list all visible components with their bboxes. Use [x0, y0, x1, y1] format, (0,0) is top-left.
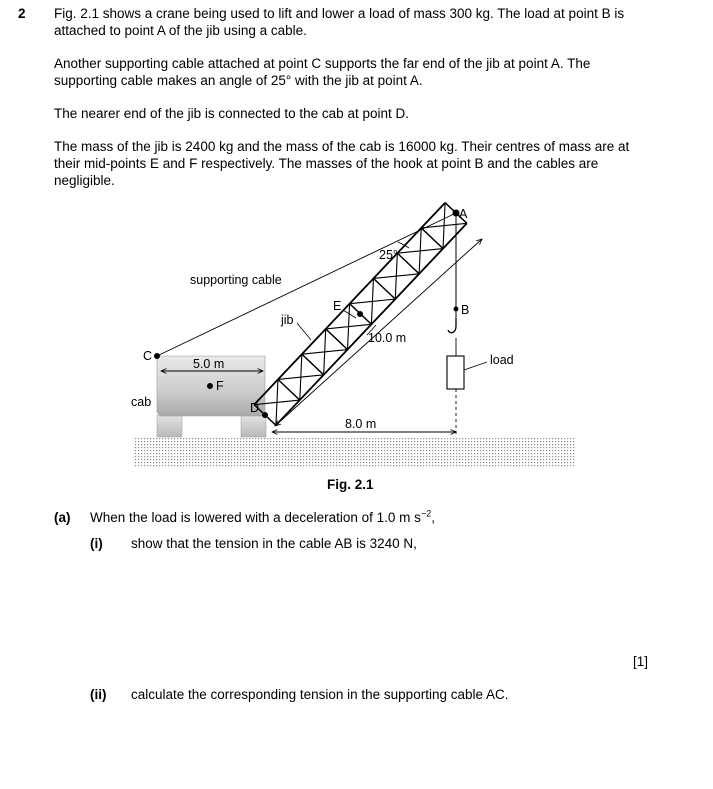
- part-a-i-label: (i): [90, 536, 103, 551]
- part-a-label: (a): [54, 510, 71, 525]
- point-c: [154, 353, 160, 359]
- label-jib-length: 10.0 m: [368, 331, 407, 345]
- label-b: B: [461, 303, 470, 317]
- question-number: 2: [18, 6, 26, 21]
- label-f: F: [216, 379, 224, 393]
- jib-strut: [421, 228, 443, 249]
- label-cab-distance: 5.0 m: [193, 357, 225, 371]
- ground: [133, 437, 576, 467]
- intro-paragraph-4: The mass of the jib is 2400 kg and the mass of the cab is 16000 kg. Their centres of mass are at their mid-points E and F respectively. The masses of the hook at point B and the cables are negligible.: [54, 139, 630, 188]
- label-horizontal-distance: 8.0 m: [345, 417, 377, 431]
- part-a-text-end: ,: [431, 510, 435, 525]
- point-b: [454, 307, 459, 312]
- part-a-text: [90, 509, 435, 526]
- load-box: [447, 356, 464, 389]
- part-a-text-exponent: −2: [420, 508, 432, 519]
- intro-paragraph-1: Fig. 2.1 shows a crane being used to lift and lower a load of mass 300 kg. The load at point B is attached to point A of the jib using a cable.: [54, 6, 625, 38]
- cab-wheel-right: [241, 415, 266, 437]
- label-a: A: [459, 207, 468, 221]
- jib-strut: [397, 253, 419, 274]
- label-c: C: [143, 349, 153, 363]
- jib-strut: [373, 278, 395, 299]
- part-a-i-text: show that the tension in the cable AB is 3240 N,: [131, 536, 417, 551]
- label-load: load: [490, 353, 514, 367]
- part-a-ii-label: (ii): [90, 687, 107, 702]
- label-supporting-cable: supporting cable: [190, 273, 282, 287]
- point-f: [207, 383, 213, 389]
- point-d: [262, 412, 268, 418]
- label-d: D: [250, 401, 260, 415]
- marks-label: [1]: [633, 654, 649, 669]
- intro-paragraph-3: The nearer end of the jib is connected to the cab at point D.: [54, 106, 409, 121]
- label-angle: 25°: [379, 248, 398, 262]
- label-e: E: [333, 299, 342, 313]
- figure-caption: Fig. 2.1: [327, 477, 374, 492]
- point-e: [357, 311, 363, 317]
- part-a-text-main: When the load is lowered with a deceleration of 1.0 m s: [90, 510, 421, 525]
- hook: [448, 318, 456, 333]
- load-leader: [464, 362, 487, 370]
- jib-strut: [278, 379, 300, 400]
- jib-leader: [297, 323, 311, 340]
- label-jib: jib: [281, 313, 294, 327]
- part-a-ii-text: calculate the corresponding tension in the supporting cable AC.: [131, 687, 509, 702]
- jib-strut: [326, 329, 348, 350]
- jib-strut: [302, 354, 324, 375]
- cab-wheel-left: [157, 415, 182, 437]
- label-cab: cab: [131, 395, 152, 409]
- intro-paragraph-2: Another supporting cable attached at point C supports the far end of the jib at point A. The supporting cable makes an angle of 25° with the jib at point A.: [54, 56, 591, 88]
